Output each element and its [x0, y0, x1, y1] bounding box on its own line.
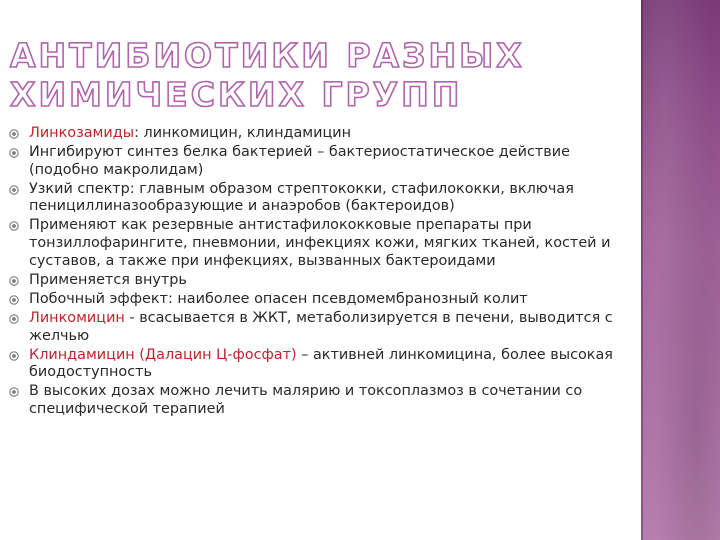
- bullet-text: – активней линкомицина, более высокая биодоступность: [29, 346, 613, 381]
- bullet-list: [6, 125, 626, 420]
- bullet-text: Ингибируют синтез белка бактерией – бактериостатическое действие (подобно макролидам): [29, 144, 570, 178]
- circle-bullet-icon: [9, 276, 19, 286]
- circle-bullet-icon: [9, 185, 19, 195]
- circle-bullet-icon: [9, 351, 19, 361]
- bullet-text: : линкомицин, клиндамицин: [134, 125, 352, 141]
- side-band-edge: [641, 0, 643, 540]
- bullet-text: В высоких дозах можно лечить малярию и токсоплазмоз в сочетании со специфической терапией: [29, 383, 583, 417]
- bullet-highlight-text: Линкозамиды: [29, 125, 135, 141]
- bullet-highlight-text: Линкомицин: [29, 309, 125, 326]
- bullet-text: Узкий спектр: главным образом стрептококки, стафилококки, включая пенициллиназообразующие и анаэробов (бактероидов): [29, 180, 574, 215]
- circle-bullet-icon: [9, 129, 19, 139]
- bullet-text: Применяется внутрь: [29, 271, 187, 288]
- bullet-item: [6, 125, 626, 143]
- slide-title: АНТИБИОТИКИ РАЗНЫХ ХИМИЧЕСКИХ ГРУПП: [10, 36, 525, 114]
- circle-bullet-icon: [9, 387, 19, 397]
- circle-bullet-icon: [9, 295, 19, 305]
- bullet-item: [6, 291, 626, 309]
- bullet-item: [6, 144, 626, 179]
- bullet-item: [6, 217, 626, 270]
- circle-bullet-icon: [9, 221, 19, 231]
- decorative-side-band: [641, 0, 720, 540]
- bullet-item: [6, 272, 626, 290]
- circle-bullet-icon: [9, 148, 19, 158]
- side-band-texture: [641, 0, 720, 540]
- bullet-item: [6, 383, 626, 418]
- circle-bullet-icon: [9, 314, 19, 324]
- bullet-item: [6, 347, 626, 382]
- bullet-item: [6, 310, 626, 345]
- bullet-text: Применяют как резервные антистафилококковые препараты при тонзиллофарингите, пневмонии, инфекциях кожи, мягких тканей, костей и суставов, а также при инфекциях, вызванных бактероидами: [29, 217, 611, 269]
- bullet-text: - всасывается в ЖКТ, метаболизируется в печени, выводится с желчью: [29, 309, 613, 344]
- bullet-text: Побочный эффект: наиболее опасен псевдомембранозный колит: [29, 290, 528, 307]
- bullet-highlight-text: Клиндамицин (Далацин Ц-фосфат): [29, 346, 297, 363]
- bullet-item: [6, 181, 626, 216]
